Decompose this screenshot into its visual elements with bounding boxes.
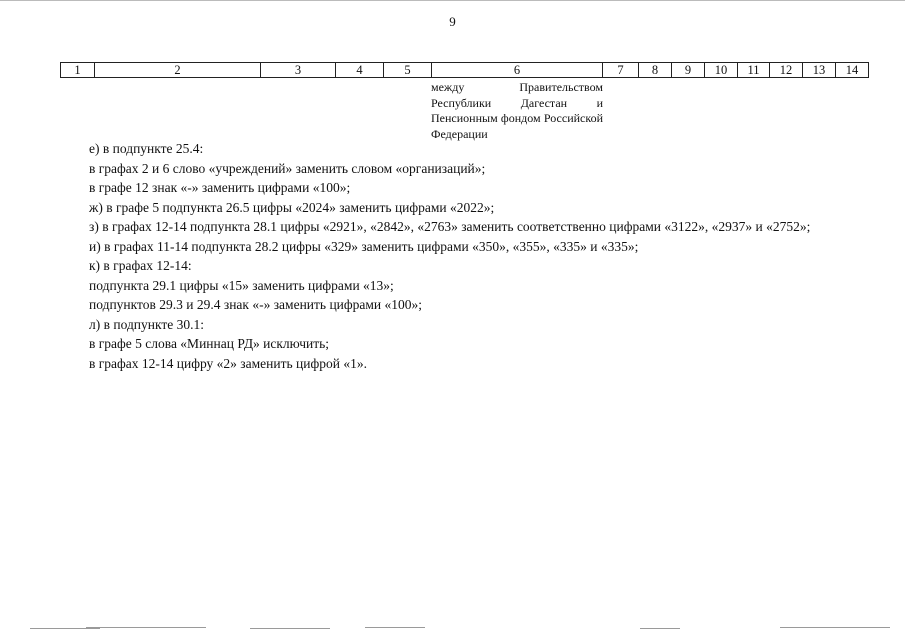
column-number-cell: 10 xyxy=(705,63,738,78)
amendment-paragraph: з) в графах 12-14 подпункта 28.1 цифры «2921», «2842», «2763» заменить соответственно цифрами «3122», «2937» и «2752»; xyxy=(89,219,811,234)
top-border-line xyxy=(0,0,905,1)
amendment-paragraph: и) в графах 11-14 подпункта 28.2 цифры «329» заменить цифрами «350», «355», «335» и «335»; xyxy=(89,238,639,254)
scan-artifact-line xyxy=(30,628,100,629)
column-number-cell: 12 xyxy=(770,63,803,78)
column-number-cell: 14 xyxy=(836,63,869,78)
scan-artifact-line xyxy=(640,628,680,629)
column-number-cell: 7 xyxy=(603,63,639,78)
column-number-row xyxy=(61,63,869,78)
column-number-cell: 4 xyxy=(336,63,384,78)
amendment-paragraph: подпунктов 29.3 и 29.4 знак «-» заменить цифрами «100»; xyxy=(89,297,423,312)
amendment-paragraph: в графах 2 и 6 слово «учреждений» заменить словом «организаций»; xyxy=(89,160,486,176)
column-number-cell: 6 xyxy=(432,63,603,78)
amendment-paragraph: л) в подпункте 30.1: xyxy=(89,316,205,332)
amendment-paragraph: к) в графах 12-14: xyxy=(89,258,192,273)
page-number: 9 xyxy=(449,14,456,29)
column-number-cell: 13 xyxy=(803,63,836,78)
amendment-paragraph: в графе 5 слова «Миннац РД» исключить; xyxy=(89,336,330,351)
amendment-paragraph: в графах 12-14 цифру «2» заменить цифрой «1». xyxy=(89,355,367,371)
column-number-cell: 9 xyxy=(672,63,705,78)
column-number-cell: 3 xyxy=(261,63,336,78)
column-6-continuation-text: между Правительством Республики Дагестан и Пенсионным фондом Российской Федерации xyxy=(431,80,603,141)
amendment-paragraph: в графе 12 знак «-» заменить цифрами «100»; xyxy=(89,180,351,195)
amendment-paragraph: ж) в графе 5 подпункта 26.5 цифры «2024» заменить цифрами «2022»; xyxy=(89,199,495,215)
scan-artifact-line xyxy=(86,627,206,628)
column-number-cell: 8 xyxy=(639,63,672,78)
column-number-cell: 2 xyxy=(95,63,261,78)
amendment-paragraph: подпункта 29.1 цифры «15» заменить цифрами «13»; xyxy=(89,277,394,293)
scan-artifact-line xyxy=(780,627,890,628)
amendments-text xyxy=(58,139,848,373)
amendment-paragraph: е) в подпункте 25.4: xyxy=(89,141,204,156)
column-number-table xyxy=(60,62,869,78)
column-number-cell: 1 xyxy=(61,63,95,78)
scan-artifact-line xyxy=(365,627,425,628)
column-number-cell: 11 xyxy=(738,63,770,78)
scan-artifact-line xyxy=(250,628,330,629)
column-number-cell: 5 xyxy=(384,63,432,78)
